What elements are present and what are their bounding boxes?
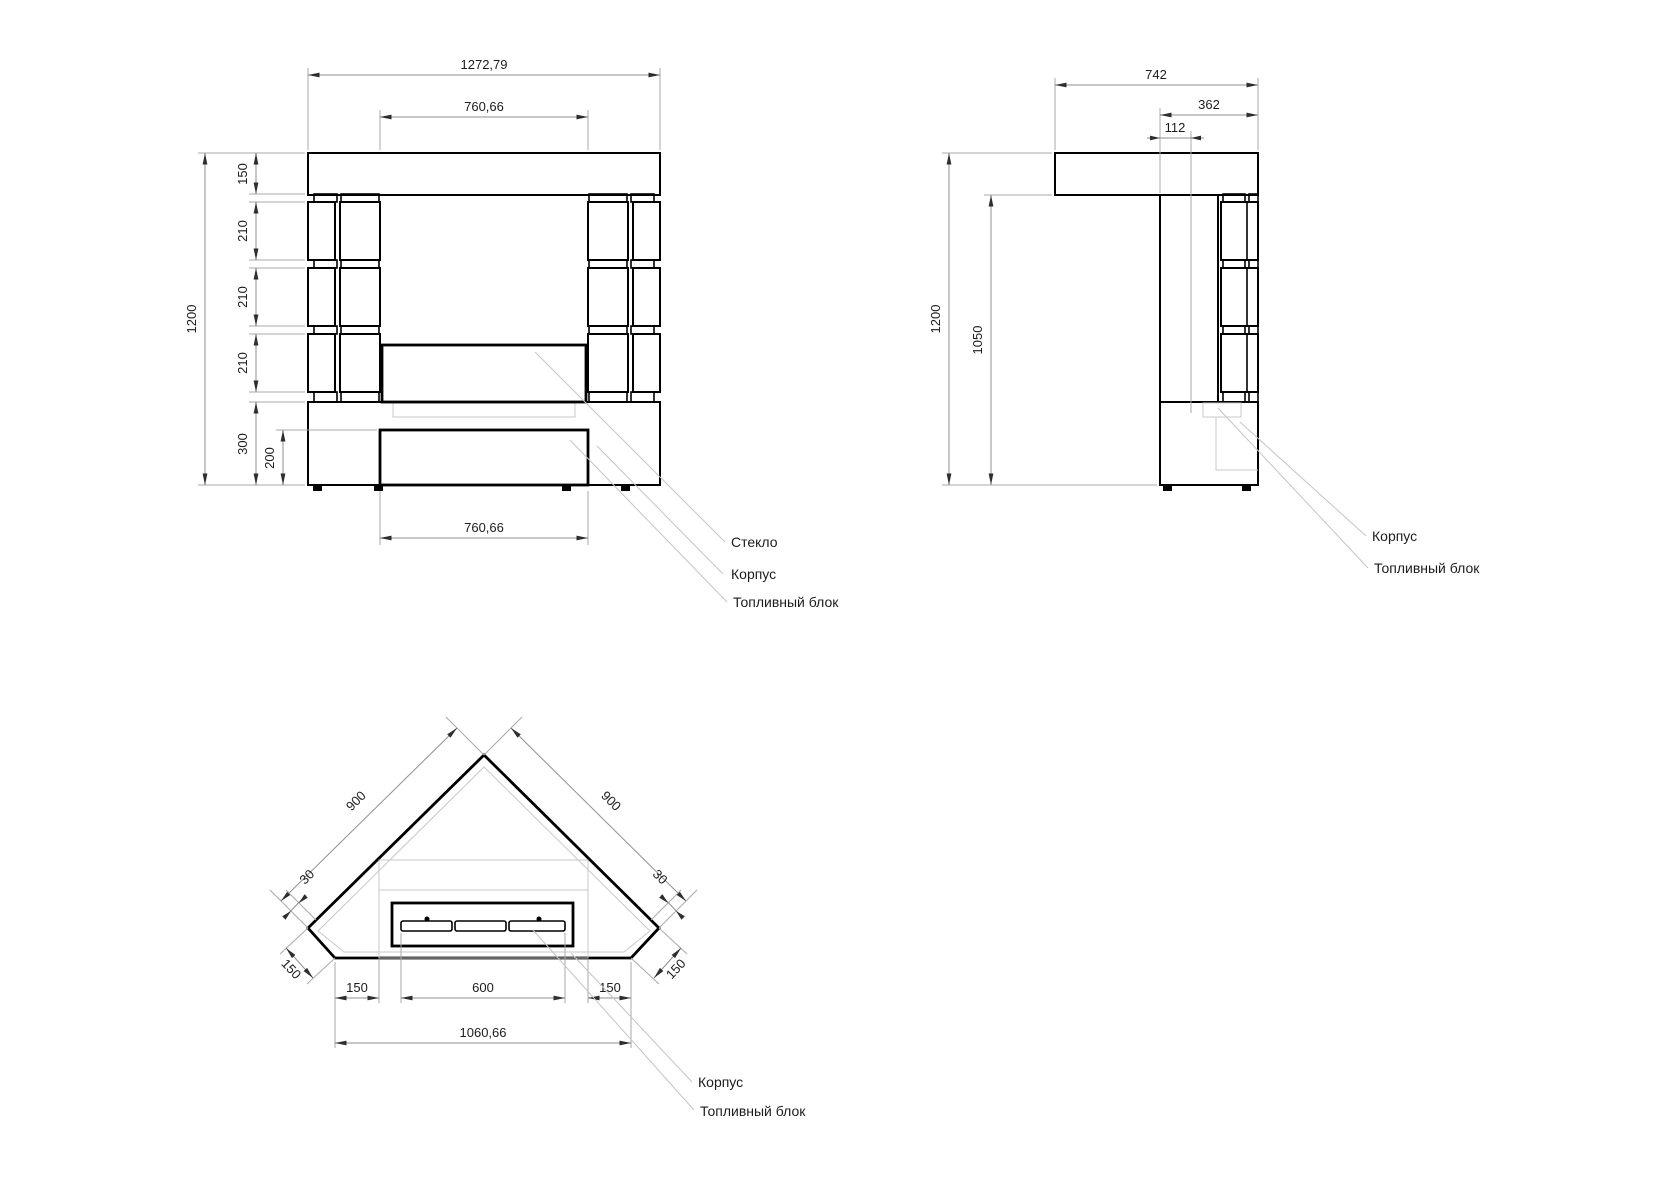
front-block xyxy=(633,202,660,260)
side-strip xyxy=(1249,392,1258,402)
dim-top-left-side: 900 xyxy=(342,787,369,814)
label-side-body: Корпус xyxy=(1372,528,1418,544)
side-foot xyxy=(1163,485,1172,491)
label-side-fuel-block: Топливный блок xyxy=(1374,560,1480,576)
top-burner-slat xyxy=(401,921,452,931)
dim-front-total-height: 1200 xyxy=(184,304,199,334)
side-base-recess xyxy=(1203,403,1241,417)
top-burner-slat xyxy=(509,921,565,931)
dim-top-left-inset: 150 xyxy=(346,980,368,995)
front-strip xyxy=(341,326,379,334)
top-burner-knob xyxy=(425,917,430,922)
dim-front-fuel-height: 200 xyxy=(262,447,277,469)
side-base xyxy=(1160,402,1258,485)
front-block xyxy=(633,334,660,392)
front-strip xyxy=(631,326,654,334)
dim-top-left-wall: 30 xyxy=(296,866,318,888)
front-geometry xyxy=(308,153,660,491)
label-front-glass: Стекло xyxy=(731,534,778,550)
front-block xyxy=(588,334,628,392)
dim-top-right-wall: 30 xyxy=(649,866,671,888)
side-view xyxy=(928,67,1480,576)
front-foot xyxy=(562,485,571,491)
front-strip xyxy=(631,392,654,402)
label-top-fuel-block: Топливный блок xyxy=(700,1103,806,1119)
side-block xyxy=(1221,334,1258,392)
dim-side-offset: 112 xyxy=(1164,120,1186,135)
top-firebox xyxy=(392,903,573,946)
dim-top-left-cut: 150 xyxy=(278,955,305,982)
front-strip xyxy=(314,260,337,268)
top-geometry xyxy=(308,755,659,958)
front-block xyxy=(340,202,380,260)
front-block xyxy=(308,202,335,260)
side-mantel-shelf xyxy=(1055,153,1258,195)
front-strip xyxy=(631,260,654,268)
front-block xyxy=(633,268,660,326)
dim-front-overall-width: 1272,79 xyxy=(460,57,508,72)
front-strip xyxy=(314,392,337,402)
side-strip xyxy=(1249,326,1258,334)
dim-side-depth: 742 xyxy=(1145,67,1167,82)
label-front-fuel-block: Топливный блок xyxy=(733,594,839,610)
front-base xyxy=(308,402,660,485)
front-strip xyxy=(589,260,627,268)
front-foot xyxy=(621,485,630,491)
front-fuel-block xyxy=(380,430,588,485)
side-strip xyxy=(1223,326,1245,334)
top-burner-slat xyxy=(455,921,506,931)
dim-front-fuel-width: 760,66 xyxy=(464,520,504,535)
front-strip xyxy=(589,392,627,402)
front-block xyxy=(588,268,628,326)
front-block xyxy=(340,268,380,326)
front-block xyxy=(308,268,335,326)
side-strip xyxy=(1223,260,1245,268)
dim-top-right-side: 900 xyxy=(598,787,625,814)
side-geometry xyxy=(1055,153,1258,491)
dim-front-row3-height: 210 xyxy=(235,352,250,374)
dim-side-body-height: 1050 xyxy=(970,325,985,355)
top-outline xyxy=(308,755,659,958)
leader-glass xyxy=(535,352,725,542)
side-dimensions xyxy=(928,67,1258,485)
side-foot xyxy=(1242,485,1251,491)
top-view xyxy=(270,717,806,1119)
side-strip xyxy=(1249,260,1258,268)
front-leaders xyxy=(535,352,839,610)
dim-side-total-height: 1200 xyxy=(928,304,943,334)
front-strip xyxy=(314,326,337,334)
top-dimensions xyxy=(270,717,697,1048)
top-burner-knob xyxy=(537,917,542,922)
front-mantel-shelf xyxy=(308,153,660,195)
front-strip xyxy=(589,326,627,334)
front-strip xyxy=(341,260,379,268)
front-foot xyxy=(374,485,383,491)
side-body-column xyxy=(1160,195,1218,402)
label-front-body: Корпус xyxy=(731,566,777,582)
front-block xyxy=(308,334,335,392)
dim-top-front-width: 1060,66 xyxy=(459,1025,507,1040)
dim-top-right-inset: 150 xyxy=(599,980,621,995)
front-foot xyxy=(313,485,322,491)
side-block xyxy=(1221,202,1258,260)
front-view xyxy=(184,57,839,610)
dim-top-right-cut: 150 xyxy=(662,955,689,982)
leader-side-fuel xyxy=(1218,408,1368,568)
dim-top-burner-width: 600 xyxy=(472,980,494,995)
front-block xyxy=(340,334,380,392)
front-base-recess xyxy=(393,403,575,417)
dim-front-shelf-height: 150 xyxy=(235,163,250,185)
dim-front-row1-height: 210 xyxy=(235,220,250,242)
dim-front-row2-height: 210 xyxy=(235,286,250,308)
top-firebox-well xyxy=(379,860,588,958)
side-block xyxy=(1221,268,1258,326)
label-top-body: Корпус xyxy=(698,1074,744,1090)
front-glass-rect xyxy=(382,345,586,402)
front-block xyxy=(588,202,628,260)
dim-front-opening-width: 760,66 xyxy=(464,99,504,114)
front-strip xyxy=(341,392,379,402)
dim-front-base-height: 300 xyxy=(235,433,250,455)
dim-side-body-depth: 362 xyxy=(1198,97,1220,112)
side-strip xyxy=(1223,392,1245,402)
